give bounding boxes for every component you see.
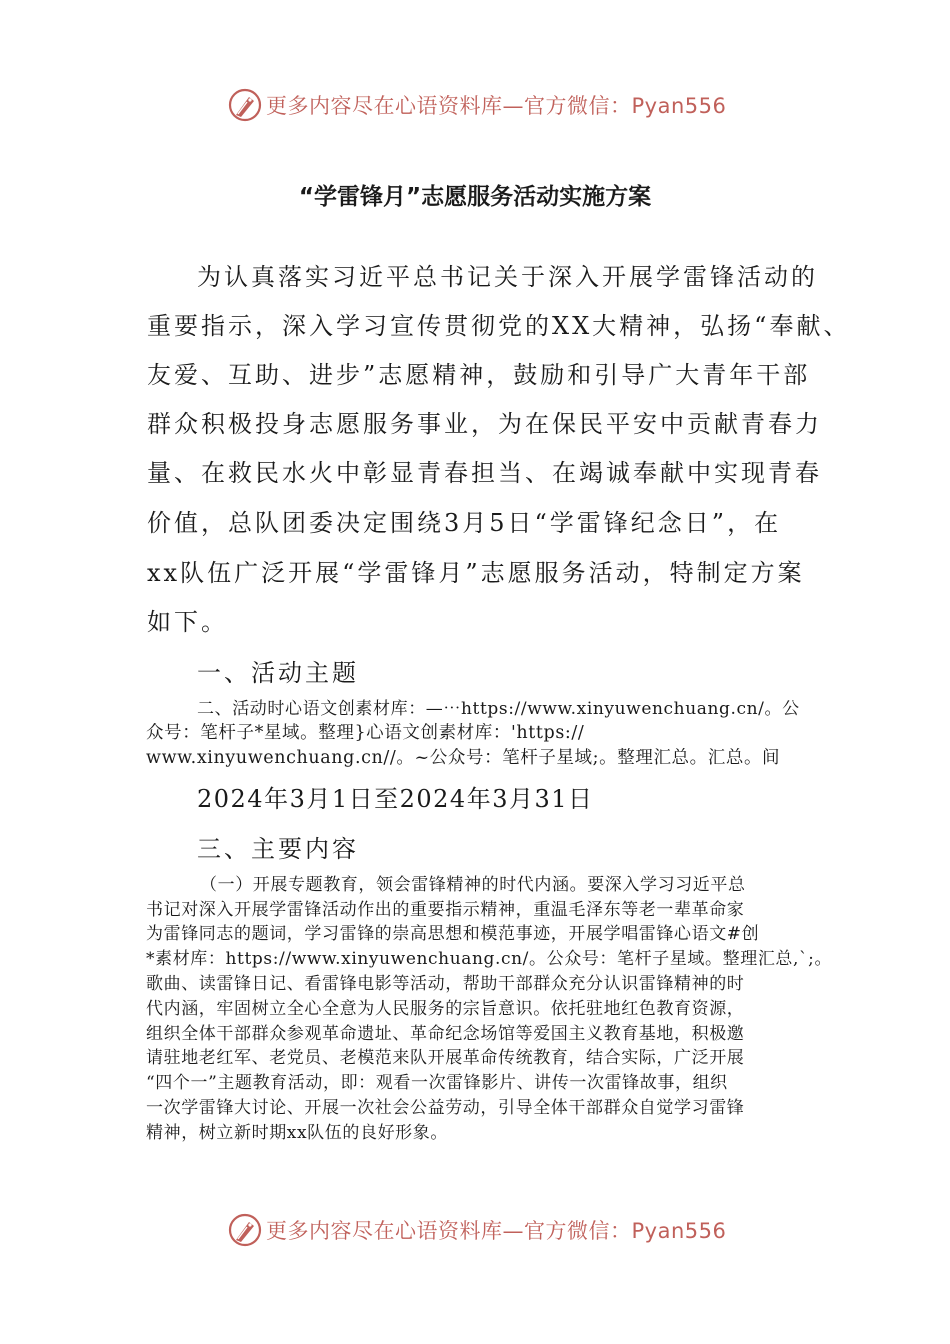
document-title: “学雷锋月”志愿服务活动实施方案: [298, 184, 652, 210]
pen-nib-icon: [228, 88, 262, 122]
intro-line: 群众积极投身志愿服务事业，为在保民平安中贡献青春力: [147, 410, 822, 438]
wechat-id: Pyan556: [631, 1219, 727, 1243]
wechat-id: Pyan556: [631, 94, 727, 118]
content-line: 书记对深入开展学雷锋活动作出的重要指示精神，重温毛泽东等老一辈革命家: [146, 900, 745, 920]
intro-line: 重要指示，深入学习宣传贯彻党的XX大精神，弘扬“奉献、: [147, 312, 851, 340]
watermark-text: 更多内容尽在心语资料库—官方微信：Pyan556: [266, 1219, 727, 1243]
content-line: “四个一”主题教育活动，即：观看一次雷锋影片、讲传一次雷锋故事，组织: [146, 1073, 728, 1093]
activity-period: 2024年3月1日至2024年3月31日: [197, 785, 594, 813]
intro-line: 友爱、互助、进步”志愿精神，鼓励和引导广大青年干部: [147, 361, 811, 389]
section2-line: 众号：笔杆子*星域。整理}心语文创素材库：'https://: [146, 723, 585, 743]
content-line: 组织全体干部群众参观革命遗址、革命纪念场馆等爱国主义教育基地，积极邀: [146, 1024, 745, 1044]
intro-line: 价值，总队团委决定围绕3月5日“学雷锋纪念日”，在: [147, 509, 782, 537]
content-line: 请驻地老红军、老党员、老模范来队开展革命传统教育，结合实际，广泛开展: [146, 1048, 745, 1068]
watermark-text: 更多内容尽在心语资料库—官方微信：Pyan556: [266, 94, 727, 118]
content-line: 为雷锋同志的题词，学习雷锋的崇高思想和模范事迹，开展学唱雷锋心语文#创: [146, 924, 760, 944]
content-line: 歌曲、读雷锋日记、看雷锋电影等活动，帮助干部群众充分认识雷锋精神的时: [146, 974, 745, 994]
intro-line: 如下。: [147, 608, 228, 636]
intro-line: 量、在救民水火中彰显青春担当、在竭诚奉献中实现青春: [147, 459, 822, 487]
intro-line: xx队伍广泛开展“学雷锋月”志愿服务活动，特制定方案: [147, 559, 805, 587]
content-line: （一）开展专题教育，领会雷锋精神的时代内涵。要深入学习习近平总: [200, 875, 746, 895]
footer-watermark: [0, 1209, 950, 1259]
content-line: 精神，树立新时期xx队伍的良好形象。: [146, 1123, 448, 1143]
pen-nib-icon: [228, 1213, 262, 1247]
section2-line: 二、活动时心语文创素材库：—⋯https://www.xinyuwenchuang.cn/。公: [197, 699, 800, 719]
intro-line: 为认真落实习近平总书记关于深入开展学雷锋活动的: [197, 263, 818, 291]
content-line: 一次学雷锋大讨论、开展一次社会公益劳动，引导全体干部群众自觉学习雷锋: [146, 1098, 745, 1118]
content-line: *素材库：https://www.xinyuwenchuang.cn/。公众号：笔杆子星域。整理汇总,`;。: [146, 949, 833, 969]
section2-line: www.xinyuwenchuang.cn//。~公众号：笔杆子星域;。整理汇总。汇总。间: [146, 748, 781, 768]
header-watermark: [0, 84, 950, 134]
section-heading-theme: 一、活动主题: [197, 659, 359, 687]
content-line: 代内涵，牢固树立全心全意为人民服务的宗旨意识。依托驻地红色教育资源，: [146, 999, 745, 1019]
section-heading-content: 三、主要内容: [197, 835, 359, 863]
